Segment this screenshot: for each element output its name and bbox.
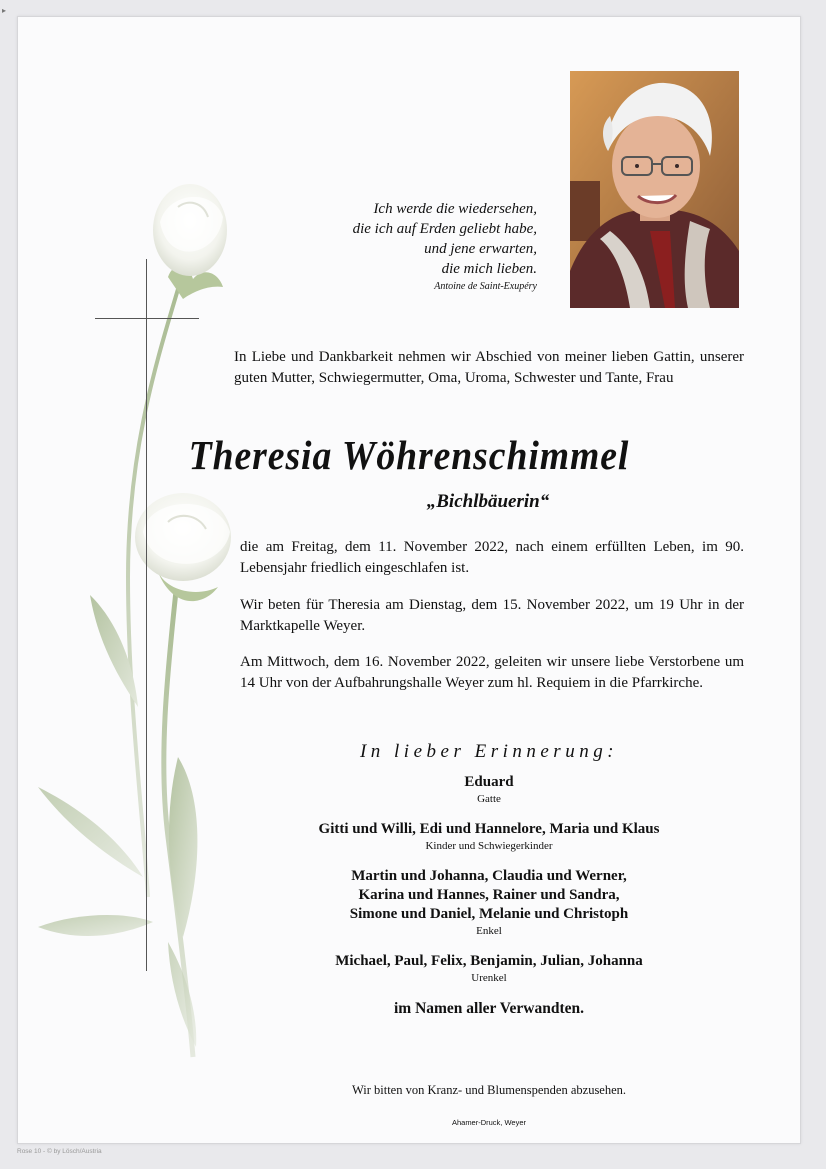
- cross-horizontal: [95, 318, 199, 319]
- printer-credit: Ahamer-Druck, Weyer: [451, 1118, 527, 1127]
- portrait-photo: [570, 71, 739, 308]
- prayer-paragraph: Wir beten für Theresia am Dienstag, dem 15. November 2022, um 19 Uhr in der Marktkapelle Weyer.: [240, 597, 744, 634]
- mourner-role: Gatte: [477, 793, 501, 805]
- quote-block: [353, 199, 537, 295]
- passing-paragraph: die am Freitag, dem 11. November 2022, nach einem erfüllten Leben, im 90. Lebensjahr friedlich eingeschlafen ist.: [240, 539, 744, 576]
- copyright-text: Rose 10 - © by Lösch/Austria: [17, 1148, 102, 1155]
- deceased-nickname: „Bichlbäuerin“: [426, 491, 550, 512]
- mourner-role: Kinder und Schwiegerkinder: [425, 840, 553, 852]
- quote-line: die mich lieben.: [441, 261, 537, 277]
- quote-line: Ich werde die wiedersehen,: [373, 201, 537, 217]
- donation-note: Wir bitten von Kranz- und Blumenspenden abzusehen.: [351, 1083, 627, 1097]
- mourner-group: [244, 773, 734, 806]
- funeral-paragraph: Am Mittwoch, dem 16. November 2022, geleiten wir unsere liebe Verstorbene um 14 Uhr von der Aufbahrungshalle Weyer zum hl. Requiem in die Pfarrkirche.: [240, 654, 744, 691]
- mourner-role: Enkel: [476, 925, 502, 937]
- mourner-group: [244, 952, 734, 985]
- mourner-group: [244, 820, 734, 853]
- white-rose-illustration: [18, 17, 278, 1143]
- quote-line: und jene erwarten,: [424, 241, 537, 257]
- cross-vertical: [146, 259, 147, 971]
- obituary-page: [17, 16, 801, 1144]
- mourner-names: Karina und Hannes, Rainer und Sandra,: [358, 887, 620, 903]
- closing-line: im Namen aller Verwandten.: [393, 1000, 584, 1017]
- intro-text: In Liebe und Dankbarkeit nehmen wir Abschied von meiner lieben Gattin, unserer guten Mutter, Schwiegermutter, Oma, Uroma, Schwester und Tante, Frau: [234, 349, 744, 386]
- mourner-names: Martin und Johanna, Claudia und Werner,: [351, 868, 627, 884]
- mourner-role: Urenkel: [471, 972, 507, 984]
- corner-mark: ▸: [2, 6, 7, 15]
- mourner-names: Gitti und Willi, Edi und Hannelore, Maria und Klaus: [318, 821, 660, 837]
- mourner-names: Michael, Paul, Felix, Benjamin, Julian, Johanna: [335, 953, 643, 969]
- mourner-names: Simone und Daniel, Melanie und Christoph: [349, 906, 629, 922]
- quote-line: die ich auf Erden geliebt habe,: [352, 221, 537, 237]
- deceased-name: Theresia Wöhrenschimmel: [188, 432, 630, 478]
- mourner-group: [244, 867, 734, 938]
- mourners-list: [244, 773, 734, 1018]
- quote-author: Antoine de Saint-Exupéry: [434, 281, 537, 292]
- mourner-names: Eduard: [464, 774, 514, 790]
- memory-heading: In lieber Erinnerung:: [359, 741, 619, 762]
